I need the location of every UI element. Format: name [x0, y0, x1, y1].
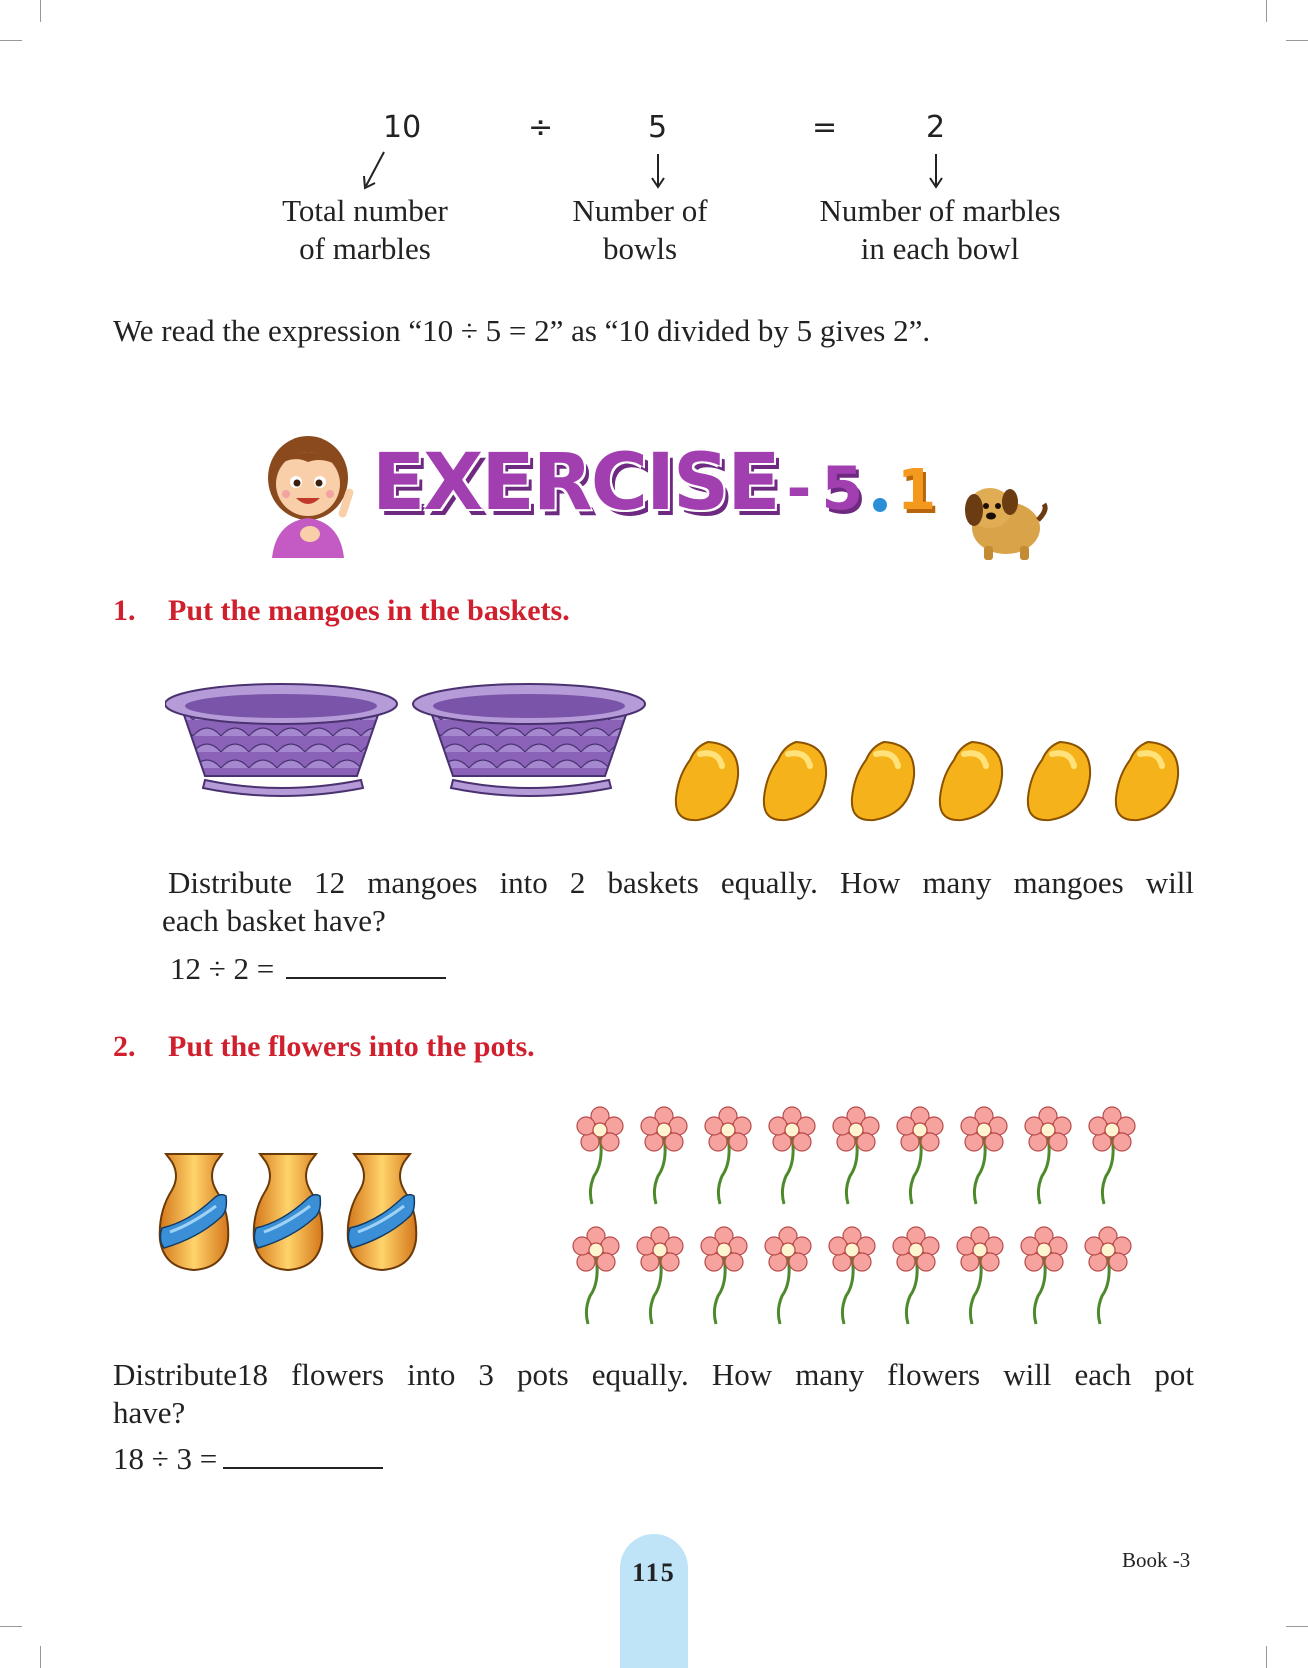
- flower-icon: [1025, 1107, 1071, 1204]
- page-number-tab: [620, 1534, 688, 1668]
- arrow-divisor-icon: [648, 152, 668, 190]
- flower-icon: [961, 1107, 1007, 1204]
- question2-answer-blank[interactable]: [223, 1441, 383, 1469]
- flower-icon: [897, 1107, 943, 1204]
- crop-mark-top-left-h: [0, 40, 22, 41]
- reading-sentence: We read the expression “10 ÷ 5 = 2” as “10 divided by 5 gives 2”.: [113, 313, 931, 348]
- mango-icon: [940, 742, 1002, 820]
- girl-illustration-icon: [252, 430, 364, 560]
- crop-mark-bottom-left-v: [40, 1646, 41, 1668]
- question2-title: Put the flowers into the pots.: [168, 1030, 535, 1063]
- flower-icon: [957, 1227, 1003, 1324]
- flower-icon: [1089, 1107, 1135, 1204]
- arrow-quotient-icon: [926, 152, 946, 190]
- mango-icon: [1116, 742, 1178, 820]
- flower-icon: [1021, 1227, 1067, 1324]
- question1-text-line2: each basket have?: [162, 903, 386, 938]
- question1-answer-row: [170, 950, 446, 988]
- question2-number: 2.: [113, 1030, 136, 1063]
- mango-icon: [852, 742, 914, 820]
- flower-icon: [765, 1227, 811, 1324]
- exercise-dot: [873, 498, 887, 512]
- mango-icon: [764, 742, 826, 820]
- question1-text-line1: Distribute 12 mangoes into 2 baskets equally. How many mangoes will: [168, 865, 1194, 900]
- equation-divide-sign: ÷: [528, 110, 554, 145]
- crop-mark-bottom-left-h: [0, 1626, 22, 1627]
- question1-answer-blank[interactable]: [286, 951, 446, 979]
- crop-mark-bottom-right-v: [1266, 1646, 1267, 1668]
- mangoes-illustration: [670, 736, 1200, 826]
- crop-mark-top-right-v: [1266, 0, 1267, 22]
- flower-icon: [833, 1107, 879, 1204]
- vase-icon: [160, 1154, 229, 1270]
- flower-icon: [829, 1227, 875, 1324]
- crop-mark-bottom-right-h: [1286, 1626, 1308, 1627]
- exercise-banner: [372, 438, 936, 548]
- crop-mark-top-left-v: [40, 0, 41, 22]
- equation-equals-sign: =: [812, 110, 838, 145]
- question2-text-line1: Distribute18 flowers into 3 pots equally. How many flowers will each pot: [113, 1357, 1194, 1392]
- basket-1-icon: [165, 684, 397, 796]
- flower-icon: [577, 1107, 623, 1204]
- dog-illustration-icon: [956, 480, 1048, 562]
- flower-row-2: [573, 1227, 1131, 1324]
- flower-icon: [701, 1227, 747, 1324]
- mango-icon: [1028, 742, 1090, 820]
- caption-quotient-line1: Number of marbles: [819, 193, 1061, 228]
- basket-2-icon: [413, 684, 645, 796]
- flower-icon: [573, 1227, 619, 1324]
- exercise-dash: -: [786, 454, 812, 524]
- baskets-illustration: [165, 672, 665, 798]
- crop-mark-top-right-h: [1286, 40, 1308, 41]
- flower-icon: [641, 1107, 687, 1204]
- exercise-number-major: 5: [821, 454, 864, 524]
- vases-illustration: [158, 1152, 420, 1274]
- flowers-illustration: [566, 1104, 1158, 1330]
- equation-dividend: 10: [383, 110, 422, 145]
- vase-icon: [348, 1154, 417, 1270]
- vase-icon: [254, 1154, 323, 1270]
- question1-number: 1.: [113, 594, 136, 627]
- question1-title: Put the mangoes in the baskets.: [168, 594, 570, 627]
- equation-quotient: 2: [926, 110, 946, 145]
- exercise-number-minor: 1: [897, 458, 937, 523]
- exercise-word: EXERCISE: [372, 438, 779, 528]
- question2-answer-row: [113, 1440, 383, 1478]
- book-label: Book -3: [1122, 1548, 1191, 1572]
- flower-icon: [893, 1227, 939, 1324]
- caption-dividend-line1: Total number: [282, 193, 448, 228]
- flower-row-1: [577, 1107, 1135, 1204]
- caption-dividend-line2: of marbles: [299, 231, 431, 266]
- flower-icon: [769, 1107, 815, 1204]
- caption-quotient-line2: in each bowl: [860, 231, 1020, 266]
- question2-text-line2: have?: [113, 1395, 186, 1430]
- flower-icon: [637, 1227, 683, 1324]
- caption-divisor: [520, 192, 760, 268]
- equation-divisor: 5: [648, 110, 668, 145]
- caption-divisor-line2: bowls: [602, 231, 678, 266]
- question2-expression: 18 ÷ 3 =: [113, 1441, 218, 1476]
- caption-divisor-line1: Number of: [572, 193, 708, 228]
- flower-icon: [1085, 1227, 1131, 1324]
- arrow-dividend-icon: [360, 150, 390, 192]
- mango-icon: [676, 742, 738, 820]
- question1-expression: 12 ÷ 2 =: [170, 951, 275, 986]
- caption-quotient: [790, 192, 1090, 268]
- caption-dividend: [245, 192, 485, 268]
- page-number: 115: [632, 1558, 676, 1587]
- flower-icon: [705, 1107, 751, 1204]
